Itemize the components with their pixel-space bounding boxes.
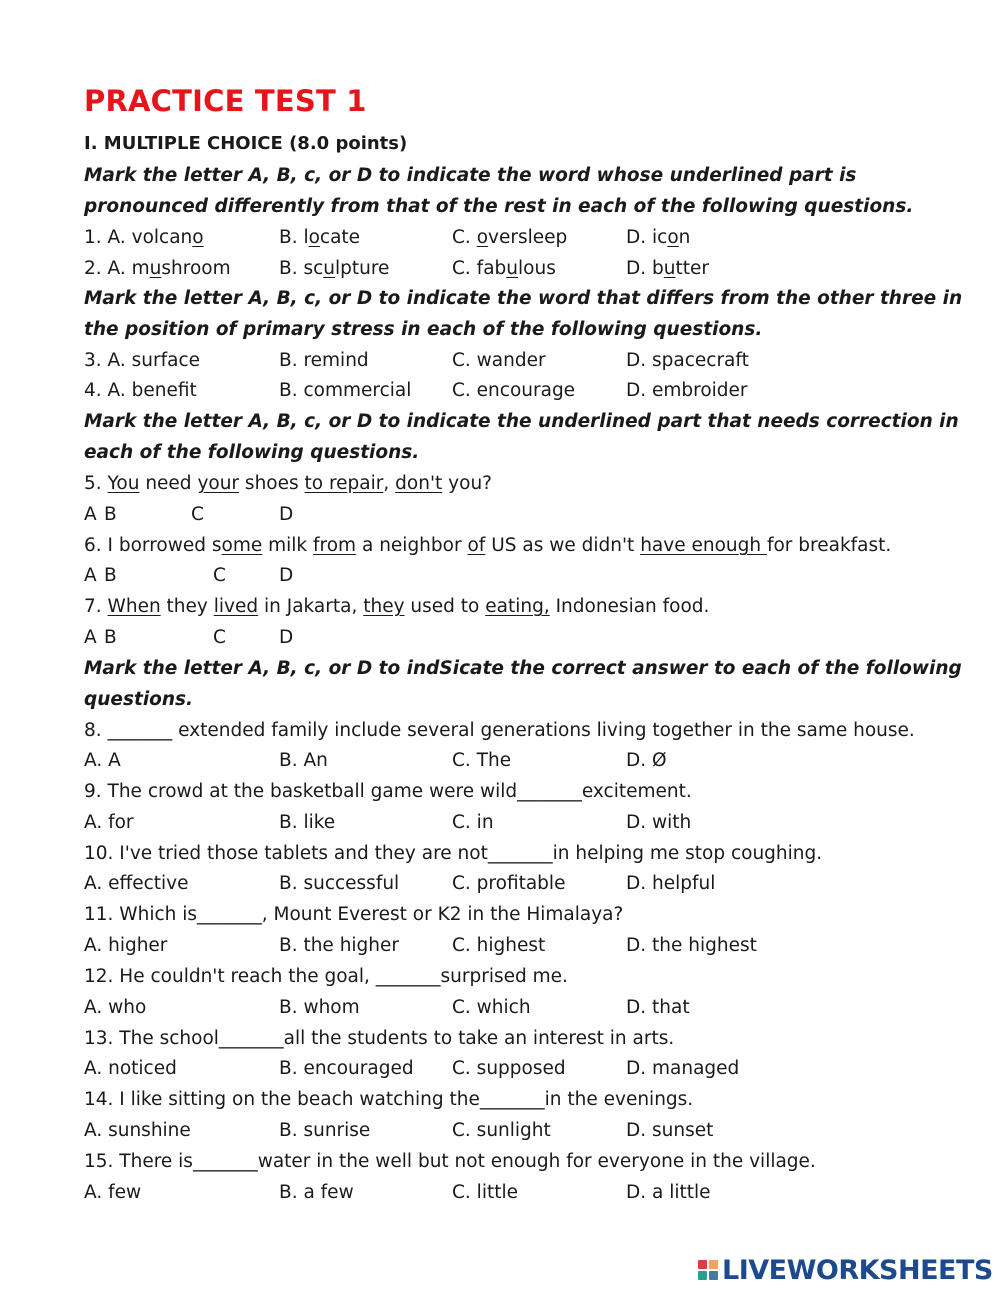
q9-option-d: D. with: [626, 812, 692, 833]
q11-option-a: A. higher: [84, 935, 168, 956]
q2-option-c: C. fabulous: [452, 258, 556, 279]
q6-marker-c: C: [213, 565, 226, 586]
question-7: 7. When they lived in Jakarta, they used to eating, Indonesian food.: [84, 596, 710, 617]
q8-option-c: C. The: [452, 750, 512, 771]
q5-marker-c: C: [191, 504, 204, 525]
q6-marker-a: A: [84, 565, 97, 586]
question-9-stem: 9. The crowd at the basketball game were wild_______excitement.: [84, 781, 692, 802]
q5-marker-b: B: [104, 504, 117, 525]
liveworksheets-logo: [698, 1254, 993, 1286]
q3-option-c: C. wander: [452, 350, 546, 371]
instruction-stress-line1: Mark the letter A, B, c, or D to indicate the word that differs from the other three in: [84, 288, 963, 309]
q10-option-c: C. profitable: [452, 873, 566, 894]
q3-option-b: B. remind: [279, 350, 369, 371]
q13-option-c: C. supposed: [452, 1058, 566, 1079]
q12-option-d: D. that: [626, 997, 690, 1018]
q8-option-a: A. A: [84, 750, 121, 771]
q1-option-c: C. oversleep: [452, 227, 568, 248]
q6-marker-b: B: [104, 565, 117, 586]
page-title: PRACTICE TEST 1: [84, 84, 367, 118]
q4-option-c: C. encourage: [452, 380, 576, 401]
q5-marker-d: D: [279, 504, 294, 525]
q13-option-b: B. encouraged: [279, 1058, 414, 1079]
q6-marker-d: D: [279, 565, 294, 586]
instruction-correction-line1: Mark the letter A, B, c, or D to indicate the underlined part that needs correction in: [84, 411, 959, 432]
section-heading: I. MULTIPLE CHOICE (8.0 points): [84, 133, 408, 154]
q9-option-c: C. in: [452, 812, 494, 833]
question-5: 5. You need your shoes to repair, don't you?: [84, 473, 492, 494]
instruction-stress-line2: the position of primary stress in each of the following questions.: [84, 319, 763, 340]
q7-marker-d: D: [279, 627, 294, 648]
q15-option-a: A. few: [84, 1182, 142, 1203]
q2-option-b: B. sculpture: [279, 258, 390, 279]
q12-option-a: A. who: [84, 997, 147, 1018]
instruction-answer-line1: Mark the letter A, B, c, or D to indSicate the correct answer to each of the following: [84, 658, 962, 679]
q11-option-c: C. highest: [452, 935, 546, 956]
instruction-correction-line2: each of the following questions.: [84, 442, 420, 463]
q1-option-d: D. icon: [626, 227, 691, 248]
q9-option-b: B. like: [279, 812, 336, 833]
q12-option-c: C. which: [452, 997, 531, 1018]
q12-option-b: B. whom: [279, 997, 360, 1018]
instruction-answer-line2: questions.: [84, 689, 194, 710]
q15-option-d: D. a little: [626, 1182, 711, 1203]
q14-option-d: D. sunset: [626, 1120, 714, 1141]
q7-marker-a: A: [84, 627, 97, 648]
q7-marker-c: C: [213, 627, 226, 648]
question-14-stem: 14. I like sitting on the beach watching the_______in the evenings.: [84, 1089, 694, 1110]
instruction-pronunciation-line2: pronounced differently from that of the rest in each of the following questions.: [84, 196, 914, 217]
q3-option-d: D. spacecraft: [626, 350, 749, 371]
q14-option-c: C. sunlight: [452, 1120, 551, 1141]
question-15-stem: 15. There is_______water in the well but not enough for everyone in the village.: [84, 1151, 816, 1172]
q2-option-a: 2. A. mushroom: [84, 258, 231, 279]
q5-marker-a: A: [84, 504, 97, 525]
question-10-stem: 10. I've tried those tablets and they are not_______in helping me stop coughing.: [84, 843, 823, 864]
question-13-stem: 13. The school_______all the students to take an interest in arts.: [84, 1028, 675, 1049]
q4-option-b: B. commercial: [279, 380, 412, 401]
question-8-stem: 8. _______ extended family include several generations living together in the same house.: [84, 720, 915, 741]
q3-option-a: 3. A. surface: [84, 350, 200, 371]
q8-option-d: D. Ø: [626, 750, 667, 771]
instruction-pronunciation-line1: Mark the letter A, B, c, or D to indicate the word whose underlined part is: [84, 165, 857, 186]
q13-option-a: A. noticed: [84, 1058, 177, 1079]
q15-option-b: B. a few: [279, 1182, 354, 1203]
q2-option-d: D. butter: [626, 258, 709, 279]
q8-option-b: B. An: [279, 750, 328, 771]
question-12-stem: 12. He couldn't reach the goal, _______surprised me.: [84, 966, 568, 987]
q4-option-d: D. embroider: [626, 380, 748, 401]
question-11-stem: 11. Which is_______, Mount Everest or K2 in the Himalaya?: [84, 904, 624, 925]
q14-option-b: B. sunrise: [279, 1120, 371, 1141]
q10-option-d: D. helpful: [626, 873, 716, 894]
q14-option-a: A. sunshine: [84, 1120, 191, 1141]
q11-option-b: B. the higher: [279, 935, 400, 956]
q7-marker-b: B: [104, 627, 117, 648]
question-6: 6. I borrowed some milk from a neighbor of US as we didn't have enough for breakfast.: [84, 535, 892, 556]
q4-option-a: 4. A. benefit: [84, 380, 197, 401]
q9-option-a: A. for: [84, 812, 134, 833]
q10-option-b: B. successful: [279, 873, 400, 894]
q1-option-b: B. locate: [279, 227, 361, 248]
q11-option-d: D. the highest: [626, 935, 757, 956]
q15-option-c: C. little: [452, 1182, 518, 1203]
q1-option-a: 1. A. volcano: [84, 227, 204, 248]
logo-squares-icon: [698, 1260, 718, 1280]
q10-option-a: A. effective: [84, 873, 189, 894]
logo-text: LIVEWORKSHEETS: [722, 1254, 993, 1286]
q13-option-d: D. managed: [626, 1058, 740, 1079]
